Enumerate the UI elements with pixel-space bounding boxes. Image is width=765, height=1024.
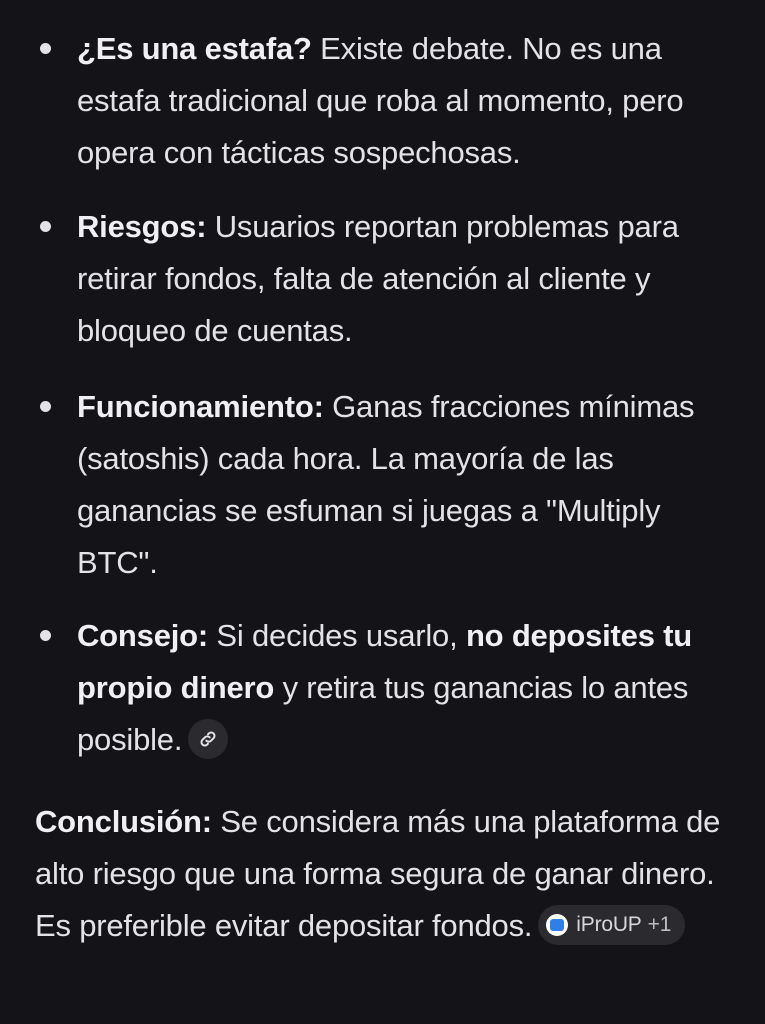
- bullet-dot: [40, 630, 51, 641]
- list-item-text: [77, 201, 737, 357]
- iproup-favicon-icon: [546, 914, 568, 936]
- list-item-heading: Riesgos:: [77, 209, 207, 244]
- source-chip-button[interactable]: [538, 905, 685, 945]
- list-item-body: Existe debate. No es una estafa tradicional que roba al momento, pero opera con tácticas sospechosas.: [77, 31, 684, 170]
- link-icon: [198, 729, 218, 749]
- list-item-body: Ganas fracciones mínimas (satoshis) cada hora. La mayoría de las ganancias se esfuman si juegas a "Multiply BTC".: [77, 389, 695, 580]
- source-chip-count: +1: [647, 912, 672, 936]
- bullet-dot: [40, 43, 51, 54]
- conclusion-heading: Conclusión:: [35, 804, 212, 839]
- list-item-heading: Funcionamiento:: [77, 389, 324, 424]
- bullet-dot: [40, 221, 51, 232]
- list-item-text: [77, 23, 737, 179]
- conclusion-paragraph: [35, 796, 735, 952]
- bullet-dot: [40, 401, 51, 412]
- list-item-body-end: y retira tus ganancias lo antes posible.: [77, 670, 689, 757]
- list-item-emphasis: no deposites tu propio dinero: [77, 618, 693, 705]
- list-item-text: [77, 610, 737, 766]
- list-item-body: Usuarios reportan problemas para retirar fondos, falta de atención al cliente y bloqueo de cuentas.: [77, 209, 679, 348]
- source-chip-name: iProUP: [576, 912, 642, 936]
- list-item-body-start: Si decides usarlo,: [208, 618, 466, 653]
- list-item-text: [77, 381, 737, 589]
- list-item-heading: ¿Es una estafa?: [77, 31, 312, 66]
- list-item-heading: Consejo:: [77, 618, 209, 653]
- conclusion-body: Se considera más una plataforma de alto riesgo que una forma segura de ganar dinero. Es preferible evitar depositar fondos.: [35, 804, 721, 943]
- source-link-button[interactable]: [188, 719, 228, 759]
